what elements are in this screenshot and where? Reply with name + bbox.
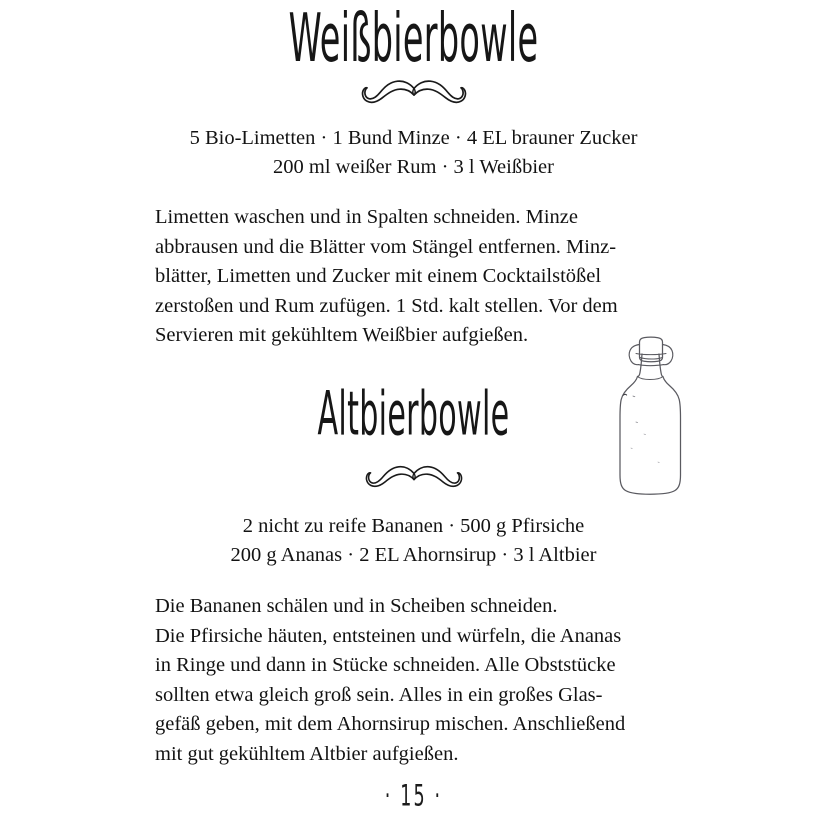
instruction-line: mit gut gekühltem Altbier aufgießen.: [155, 742, 459, 765]
instruction-line: Die Bananen schälen und in Scheiben schneiden.: [155, 595, 558, 617]
mustache-icon: [361, 72, 467, 106]
mustache-ornament: [0, 72, 827, 106]
recipe-title-altbierbowle: Altbierbowle: [317, 378, 510, 449]
recipe-title-weissbierbowle: Weißbierbowle: [288, 0, 539, 78]
instruction-line: gefäß geben, mit dem Ahornsirup mischen. Anschließend: [155, 713, 626, 735]
instruction-line: abbrausen und die Blätter vom Stängel entfernen. Minz-: [155, 235, 617, 258]
page-number: · 15 ·: [384, 778, 443, 813]
swing-top-beer-bottle-icon: [606, 336, 702, 508]
mustache-ornament: [0, 458, 827, 490]
instruction-line: sollten etwa gleich groß sein. Alles in ein großes Glas-: [155, 683, 603, 706]
ingredient-line: 200 ml weißer Rum · 3 l Weißbier: [273, 156, 554, 178]
ingredient-line: 5 Bio-Limetten · 1 Bund Minze · 4 EL brauner Zucker: [189, 127, 638, 149]
ingredient-line: 200 g Ananas · 2 EL Ahornsirup · 3 l Altbier: [230, 544, 597, 566]
instruction-line: zerstoßen und Rum zufügen. 1 Std. kalt stellen. Vor dem: [155, 294, 618, 317]
instruction-line: in Ringe und dann in Stücke schneiden. Alle Obststücke: [155, 654, 616, 676]
mustache-icon: [365, 458, 463, 490]
instructions-altbierbowle: [155, 592, 626, 769]
ingredients-list-weissbierbowle: [0, 124, 827, 182]
ingredient-line: 2 nicht zu reife Bananen · 500 g Pfirsiche: [242, 515, 585, 537]
instruction-line: Die Pfirsiche häuten, entsteinen und würfeln, die Ananas: [155, 624, 622, 647]
instruction-line: blätter, Limetten und Zucker mit einem Cocktailstößel: [155, 265, 602, 287]
instruction-line: Limetten waschen und in Spalten schneiden. Minze: [155, 206, 578, 228]
instructions-weissbierbowle: [155, 203, 618, 351]
ingredients-list-altbierbowle: [0, 512, 827, 570]
instruction-line: Servieren mit gekühltem Weißbier aufgießen.: [155, 324, 529, 346]
